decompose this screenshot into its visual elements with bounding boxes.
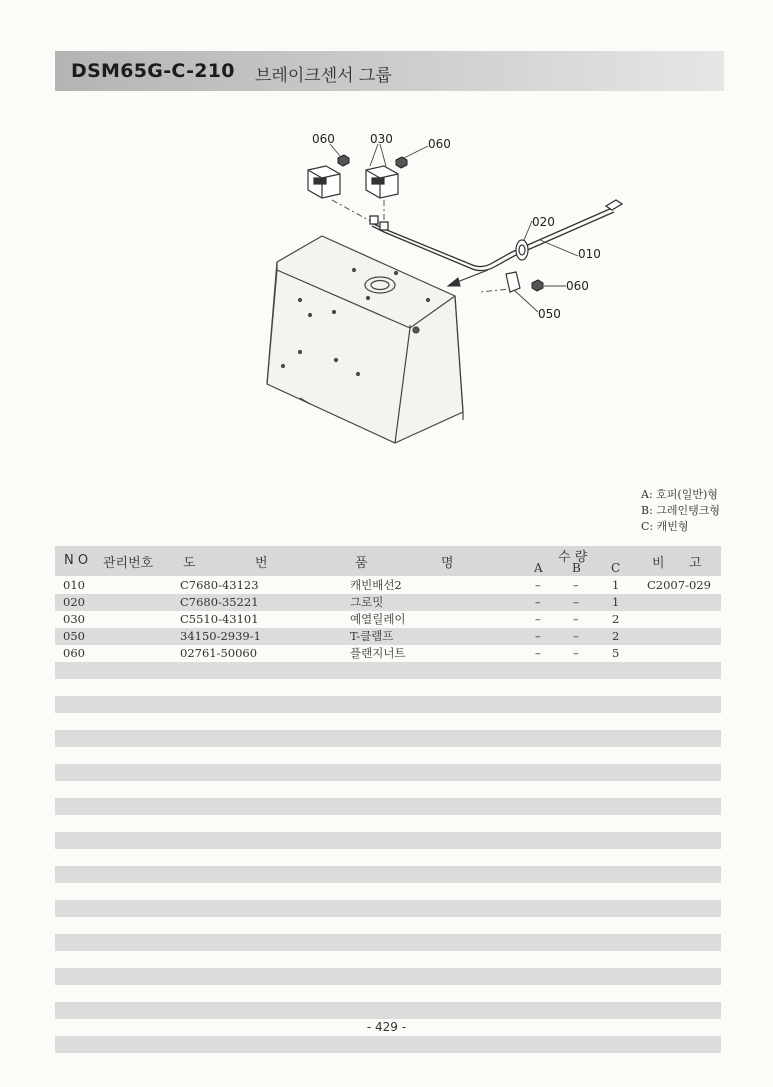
empty-table-row [55,917,721,934]
row-qty-a: – [535,595,541,609]
empty-table-row [55,781,721,798]
tank-body [267,236,463,443]
table-row [55,645,721,662]
row-part-name: T-클램프 [350,629,394,643]
empty-table-row [55,951,721,968]
row-part-name: 그로밋 [350,595,384,609]
callout-060-right: 060 [428,137,451,151]
row-part-number: C7680-35221 [180,595,259,609]
row-no: 020 [63,595,85,609]
page-number: - 429 - [366,1020,407,1034]
group-title: 브레이크센서 그룹 [255,66,392,86]
row-qty-a: – [535,578,541,592]
row-part-number: C7680-43123 [180,578,259,592]
legend-item-c: C: 캐빈형 [641,520,689,533]
parts-diagram [0,0,773,480]
header-remark-2: 고 [689,556,702,571]
row-qty-b: – [573,646,579,660]
empty-table-row [55,985,721,1002]
row-qty-a: – [535,646,541,660]
empty-table-row [55,662,721,679]
empty-table-row [55,798,721,815]
empty-table-row [55,968,721,985]
row-qty-b: – [573,629,579,643]
row-no: 060 [63,646,85,660]
callout-060-lower: 060 [566,279,589,293]
row-part-name: 캐빈배선2 [350,578,402,592]
empty-table-row [55,747,721,764]
install-arrow [448,270,488,286]
header-qty: 수 량 [558,550,588,565]
header-drawing-1: 도 [183,556,196,571]
row-no: 010 [63,578,85,592]
legend-item-a: A: 호퍼(일반)형 [641,488,718,501]
empty-table-row [55,815,721,832]
row-qty-b: – [573,578,579,592]
row-remark: C2007-029 [647,578,711,592]
table-row [55,628,721,645]
clamp-part-050 [506,272,520,292]
callout-010: 010 [578,247,601,261]
grommet-part-020 [516,240,528,260]
table-row [55,594,721,611]
header-qty-c: C [611,561,621,575]
empty-table-row [55,764,721,781]
row-qty-c: 2 [612,612,620,626]
row-qty-a: – [535,629,541,643]
header-name-1: 품 [355,556,368,571]
legend-item-b: B: 그레인탱크형 [641,504,721,517]
row-part-number: C5510-43101 [180,612,259,626]
parts-table-header [55,546,721,576]
callout-050: 050 [538,307,561,321]
header-qty-b: B [572,561,581,575]
row-no: 050 [63,629,85,643]
empty-table-row [55,1036,721,1053]
row-part-number: 34150-2939-1 [180,629,261,643]
row-qty-b: – [573,595,579,609]
callout-060-left: 060 [312,132,335,146]
header-remark-1: 비 [652,556,665,571]
row-part-name: 예열릴레이 [350,612,406,626]
callout-030: 030 [370,132,393,146]
row-qty-c: 5 [612,646,620,660]
empty-table-row [55,713,721,730]
table-row [55,577,721,594]
row-qty-c: 1 [612,578,620,592]
row-part-number: 02761-50060 [180,646,258,660]
row-part-name: 플랜지너트 [350,646,406,660]
empty-table-row [55,900,721,917]
header-no: N O [64,553,89,568]
header-qty-a: A [534,561,543,575]
header-mgmt-no: 관리번호 [103,556,154,571]
row-qty-c: 1 [612,595,620,609]
row-qty-b: – [573,612,579,626]
empty-table-row [55,849,721,866]
empty-table-row [55,696,721,713]
empty-table-row [55,883,721,900]
parts-table-body [55,577,721,1053]
row-qty-c: 2 [612,629,620,643]
row-no: 030 [63,612,85,626]
empty-table-row [55,934,721,951]
table-row [55,611,721,628]
empty-table-row [55,832,721,849]
relay-part-030 [308,166,398,198]
callout-020: 020 [532,215,555,229]
group-code: DSM65G-C-210 [71,60,235,82]
empty-table-row [55,730,721,747]
type-legend [641,487,720,535]
empty-table-row [55,1002,721,1019]
header-name-2: 명 [441,556,454,571]
header-drawing-2: 번 [255,556,268,571]
row-qty-a: – [535,612,541,626]
empty-table-row [55,679,721,696]
empty-table-row [55,866,721,883]
